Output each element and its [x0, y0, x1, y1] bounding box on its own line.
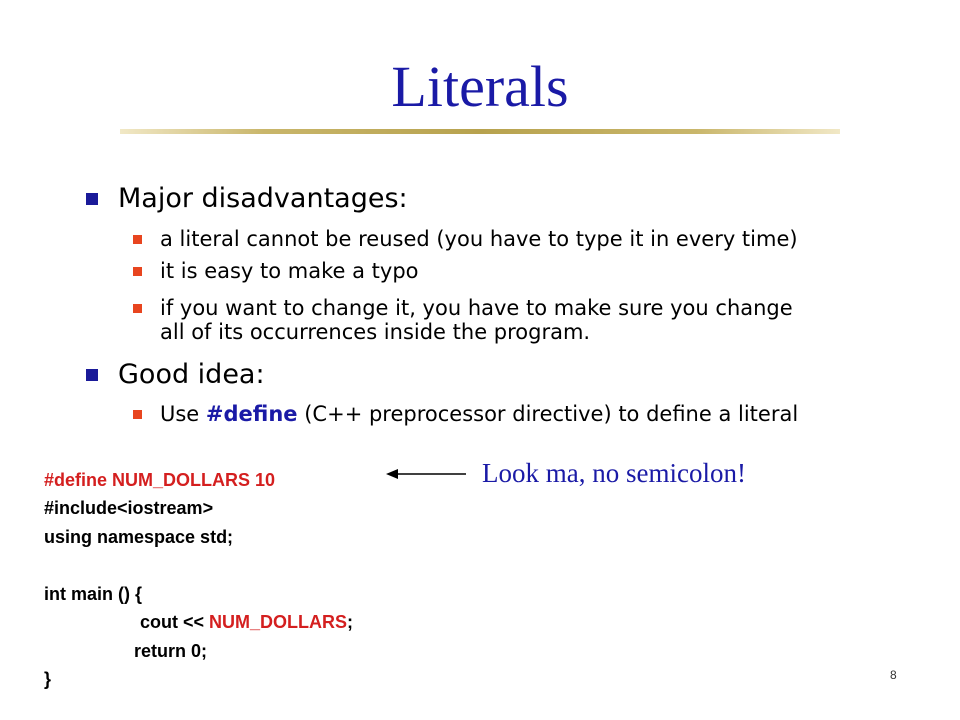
code-line-cout: [140, 611, 353, 633]
code-line-main: int main () {: [44, 584, 142, 604]
left-arrow-icon: [386, 466, 466, 482]
bullet-good-idea: Good idea:: [118, 359, 265, 390]
bullet-disadvantages: Major disadvantages:: [118, 183, 408, 214]
sub-bullet-reuse: a literal cannot be reused (you have to type it in every time): [160, 227, 798, 251]
cout-semicolon: ;: [347, 612, 354, 632]
cout-text: cout <<: [140, 612, 210, 632]
sub-bullet-define: [160, 402, 798, 426]
sub-bullet-change-line1: if you want to change it, you have to make sure you change: [160, 296, 793, 320]
define-keyword: #define: [205, 402, 298, 426]
sub-bullet-change-line2: all of its occurrences inside the program.: [160, 320, 591, 344]
code-line-include: #include<iostream>: [44, 498, 214, 518]
annotation-note: Look ma, no semicolon!: [482, 458, 746, 488]
cout-constant: NUM_DOLLARS: [209, 612, 348, 632]
define-post-text: (C++ preprocessor directive) to define a literal: [297, 402, 799, 426]
page-number: 8: [890, 668, 897, 682]
define-pre-text: Use: [160, 402, 206, 426]
code-line-define: #define NUM_DOLLARS 10: [44, 470, 276, 490]
code-line-close-brace: }: [44, 669, 52, 689]
sub-bullet-typo: it is easy to make a typo: [160, 259, 419, 283]
code-line-return: return 0;: [134, 641, 208, 661]
sub-bullet-change: [160, 296, 793, 344]
code-line-namespace: using namespace std;: [44, 527, 234, 547]
slide-title: Literals: [391, 54, 569, 119]
